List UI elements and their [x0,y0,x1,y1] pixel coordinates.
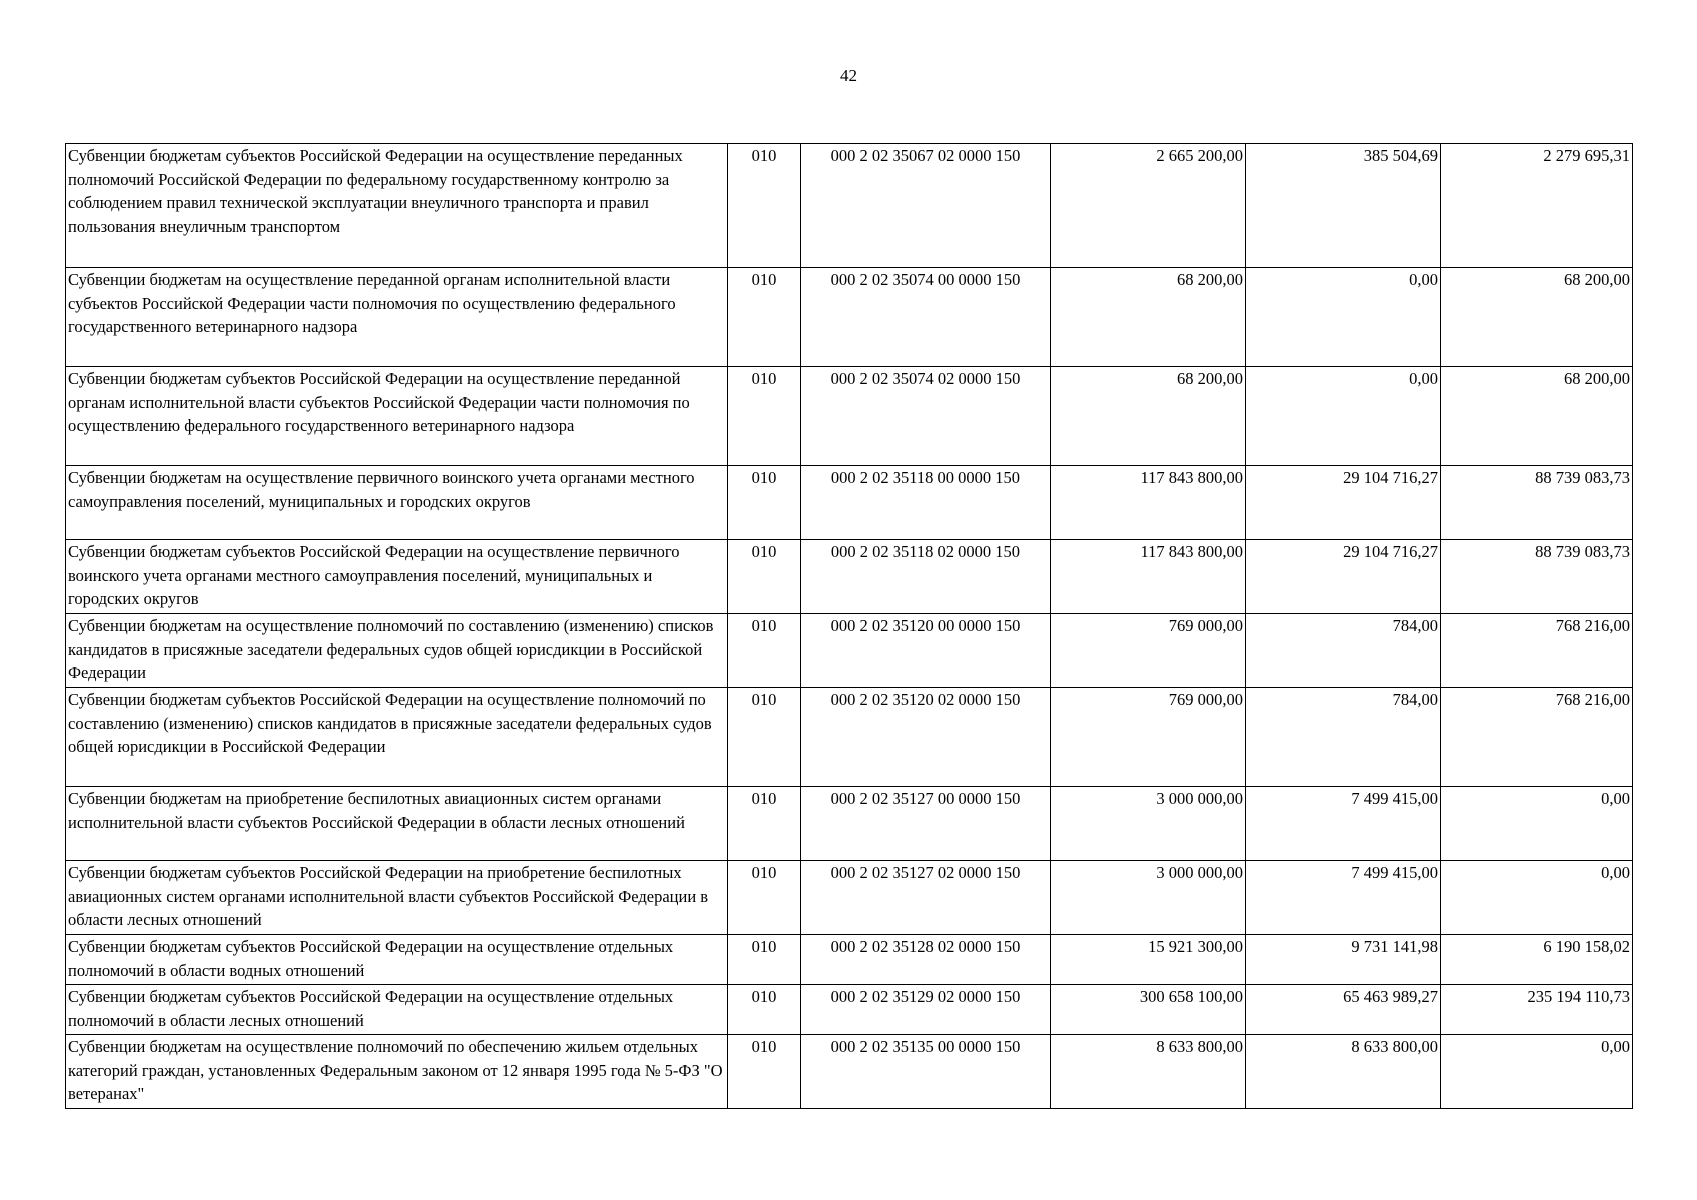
cell-name: Субвенции бюджетам субъектов Российской Федерации на осуществление первичного воинского учета органами местного самоуправления поселений, муниципальных и городских округов [66,540,728,614]
table-row [66,268,1633,367]
cell-kbk: 000 2 02 35135 00 0000 150 [801,1035,1051,1109]
cell-approved: 117 843 800,00 [1051,466,1246,540]
cell-kbk: 000 2 02 35118 00 0000 150 [801,466,1051,540]
table-row [66,540,1633,614]
cell-name: Субвенции бюджетам субъектов Российской Федерации на приобретение беспилотных авиационных систем органами исполнительной власти субъектов Российской Федерации в области лесных отношений [66,861,728,935]
cell-executed: 784,00 [1246,688,1441,787]
cell-kbk: 000 2 02 35074 02 0000 150 [801,367,1051,466]
cell-executed: 0,00 [1246,268,1441,367]
cell-remaining: 2 279 695,31 [1441,144,1633,268]
cell-approved: 117 843 800,00 [1051,540,1246,614]
table-row [66,787,1633,861]
cell-kbk: 000 2 02 35120 02 0000 150 [801,688,1051,787]
cell-executed: 9 731 141,98 [1246,935,1441,985]
cell-kbk: 000 2 02 35128 02 0000 150 [801,935,1051,985]
cell-name: Субвенции бюджетам на осуществление полномочий по обеспечению жильем отдельных категорий граждан, установленных Федеральным законом от 12 января 1995 года № 5-ФЗ "О ветеранах" [66,1035,728,1109]
cell-name: Субвенции бюджетам на осуществление первичного воинского учета органами местного самоуправления поселений, муниципальных и городских округов [66,466,728,540]
table-row [66,367,1633,466]
table-row [66,985,1633,1035]
page-number: 42 [840,66,857,85]
cell-kbk: 000 2 02 35067 02 0000 150 [801,144,1051,268]
table-row [66,466,1633,540]
cell-approved: 15 921 300,00 [1051,935,1246,985]
cell-name: Субвенции бюджетам субъектов Российской Федерации на осуществление полномочий по составлению (изменению) списков кандидатов в присяжные заседатели федеральных судов общей юрисдикции в Российской Федерации [66,688,728,787]
cell-approved: 3 000 000,00 [1051,787,1246,861]
cell-remaining: 88 739 083,73 [1441,540,1633,614]
table-body [66,144,1633,1109]
cell-executed: 7 499 415,00 [1246,861,1441,935]
cell-kbk: 000 2 02 35120 00 0000 150 [801,614,1051,688]
cell-name: Субвенции бюджетам субъектов Российской Федерации на осуществление переданной органам исполнительной власти субъектов Российской Федерации части полномочия по осуществлению федерального государственного ветеринарного надзора [66,367,728,466]
cell-executed: 385 504,69 [1246,144,1441,268]
cell-remaining: 235 194 110,73 [1441,985,1633,1035]
table-row [66,144,1633,268]
cell-name: Субвенции бюджетам субъектов Российской Федерации на осуществление отдельных полномочий в области водных отношений [66,935,728,985]
cell-remaining: 68 200,00 [1441,367,1633,466]
cell-name: Субвенции бюджетам субъектов Российской Федерации на осуществление переданных полномочий Российской Федерации по федеральному государственному контролю за соблюдением правил технической эксплуатации внеуличного транспорта и правил пользования внеуличным транспортом [66,144,728,268]
cell-kbk: 000 2 02 35129 02 0000 150 [801,985,1051,1035]
cell-kbk: 000 2 02 35074 00 0000 150 [801,268,1051,367]
cell-executed: 784,00 [1246,614,1441,688]
cell-executed: 7 499 415,00 [1246,787,1441,861]
table-row [66,861,1633,935]
cell-name: Субвенции бюджетам субъектов Российской Федерации на осуществление отдельных полномочий в области лесных отношений [66,985,728,1035]
cell-name: Субвенции бюджетам на осуществление полномочий по составлению (изменению) списков кандидатов в присяжные заседатели федеральных судов общей юрисдикции в Российской Федерации [66,614,728,688]
cell-remaining: 6 190 158,02 [1441,935,1633,985]
cell-kbk: 000 2 02 35127 02 0000 150 [801,861,1051,935]
cell-remaining: 768 216,00 [1441,688,1633,787]
cell-remaining: 0,00 [1441,787,1633,861]
cell-kbk: 000 2 02 35127 00 0000 150 [801,787,1051,861]
table-row [66,614,1633,688]
budget-table [65,143,1633,1109]
cell-code: 010 [728,861,801,935]
cell-approved: 3 000 000,00 [1051,861,1246,935]
cell-code: 010 [728,985,801,1035]
cell-code: 010 [728,268,801,367]
cell-executed: 8 633 800,00 [1246,1035,1441,1109]
cell-approved: 769 000,00 [1051,614,1246,688]
cell-remaining: 0,00 [1441,1035,1633,1109]
cell-approved: 68 200,00 [1051,268,1246,367]
cell-remaining: 0,00 [1441,861,1633,935]
cell-approved: 2 665 200,00 [1051,144,1246,268]
cell-approved: 8 633 800,00 [1051,1035,1246,1109]
table-row [66,688,1633,787]
cell-approved: 300 658 100,00 [1051,985,1246,1035]
cell-executed: 29 104 716,27 [1246,466,1441,540]
cell-remaining: 88 739 083,73 [1441,466,1633,540]
cell-code: 010 [728,540,801,614]
cell-executed: 65 463 989,27 [1246,985,1441,1035]
table-row [66,1035,1633,1109]
cell-executed: 0,00 [1246,367,1441,466]
cell-code: 010 [728,1035,801,1109]
cell-code: 010 [728,787,801,861]
cell-remaining: 68 200,00 [1441,268,1633,367]
cell-kbk: 000 2 02 35118 02 0000 150 [801,540,1051,614]
cell-name: Субвенции бюджетам на приобретение беспилотных авиационных систем органами исполнительной власти субъектов Российской Федерации в области лесных отношений [66,787,728,861]
cell-remaining: 768 216,00 [1441,614,1633,688]
cell-executed: 29 104 716,27 [1246,540,1441,614]
cell-approved: 769 000,00 [1051,688,1246,787]
cell-code: 010 [728,367,801,466]
cell-code: 010 [728,466,801,540]
cell-approved: 68 200,00 [1051,367,1246,466]
table-row [66,935,1633,985]
cell-code: 010 [728,614,801,688]
cell-code: 010 [728,935,801,985]
cell-code: 010 [728,144,801,268]
cell-code: 010 [728,688,801,787]
cell-name: Субвенции бюджетам на осуществление переданной органам исполнительной власти субъектов Российской Федерации части полномочия по осуществлению федерального государственного ветеринарного надзора [66,268,728,367]
